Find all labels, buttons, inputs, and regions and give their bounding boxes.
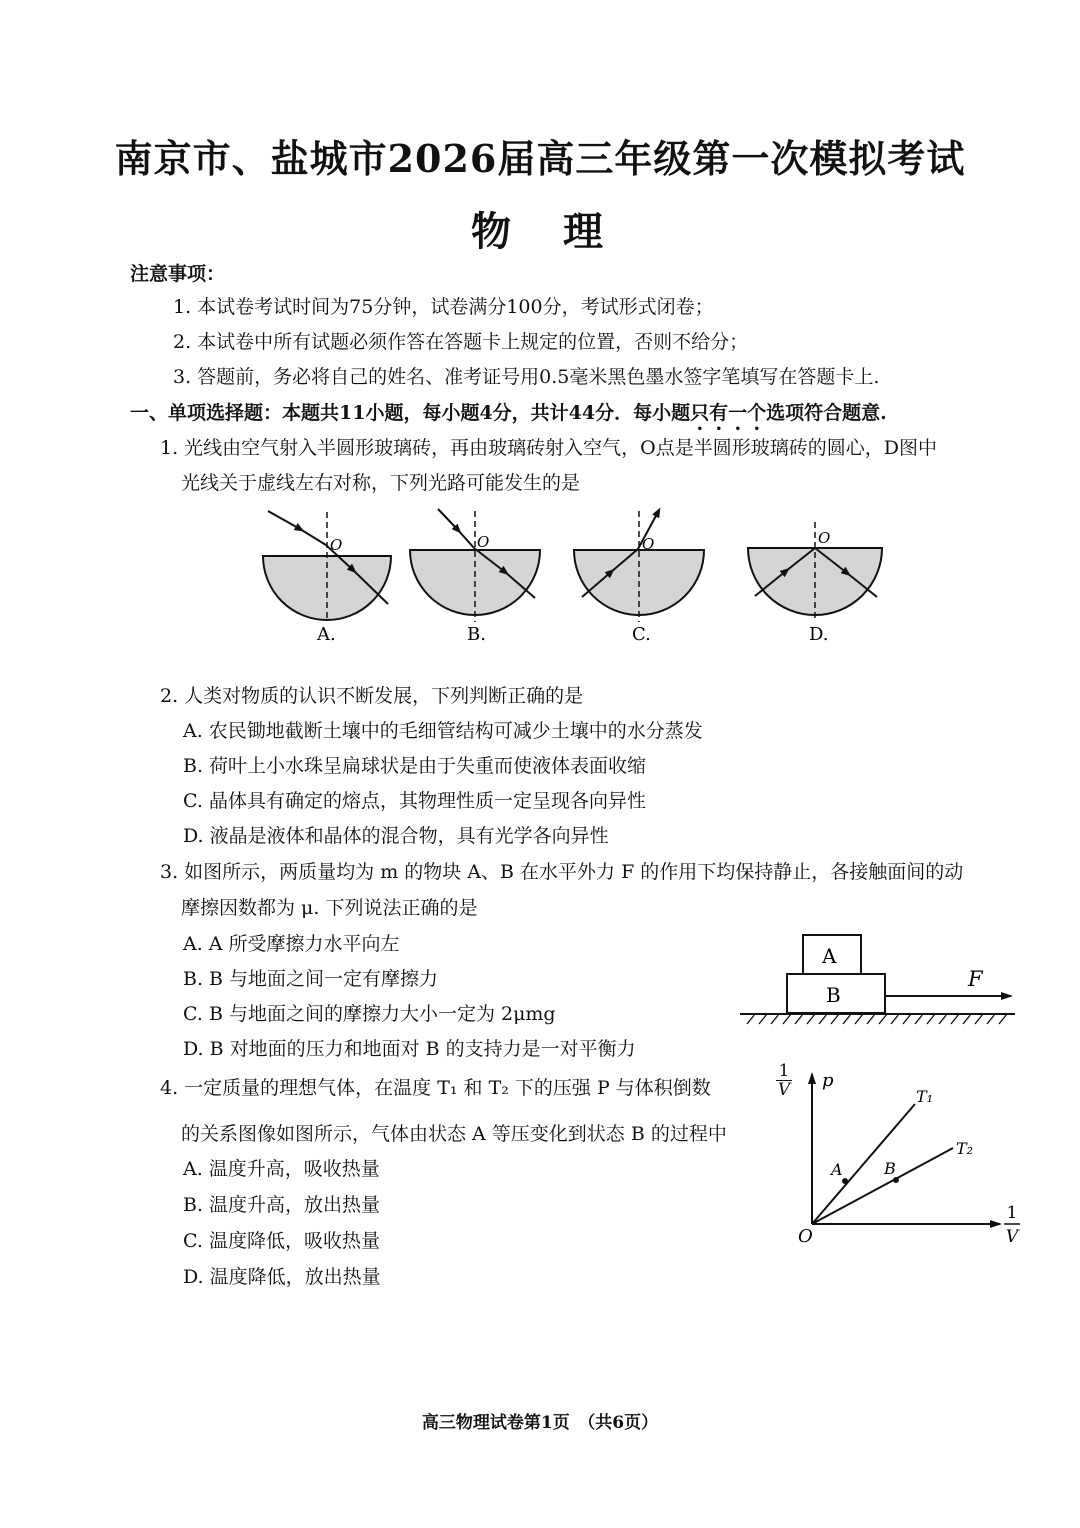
q4-option-c: C. 温度降低，吸收热量 xyxy=(183,1230,380,1252)
q3-block-b-label: B xyxy=(826,983,841,1007)
q1-c-label: C. xyxy=(632,624,651,645)
q4-graph xyxy=(790,1060,1040,1250)
q1-stem-line1: 1. 光线由空气射入半圆形玻璃砖，再由玻璃砖射入空气，O点是半圆形玻璃砖的圆心，D图中 xyxy=(160,437,937,459)
q1-c-center-label: O xyxy=(642,535,655,553)
q1-figure-b xyxy=(410,509,540,645)
section-heading-text: 一、单项选择题：本题共11小题，每小题4分，共计44分．每小题 xyxy=(130,402,691,424)
q1-figure-c xyxy=(574,511,704,645)
q1-b-center-label: O xyxy=(477,533,490,551)
q4-y-axis-label: p xyxy=(822,1070,834,1091)
notice-item-3: 3. 答题前，务必将自己的姓名、准考证号用0.5毫米黑色墨水签字笔填写在答题卡上. xyxy=(173,366,880,388)
q4-option-b: B. 温度升高，放出热量 xyxy=(183,1194,381,1216)
q4-x-axis-num: 1 xyxy=(1006,1203,1018,1223)
q2-option-b: B. 荷叶上小水珠呈扁球状是由于失重而使液体表面收缩 xyxy=(183,755,647,777)
q4-fraction-numerator: 1 xyxy=(778,1061,790,1081)
section-heading-emphasis: 只有一个 xyxy=(690,402,767,424)
q4-line-t1-label: T₁ xyxy=(916,1087,934,1106)
q1-a-center-label: O xyxy=(330,536,343,554)
q3-ground-hatch xyxy=(747,1014,1007,1024)
q4-stem-line2: 的关系图像如图所示，气体由状态 A 等压变化到状态 B 的过程中 xyxy=(181,1123,727,1145)
q4-point-b-label: B xyxy=(884,1159,896,1178)
q4-x-axis-den: V xyxy=(1005,1227,1019,1247)
section-heading xyxy=(130,401,887,435)
q3-option-a: A. A 所受摩擦力水平向左 xyxy=(183,933,400,955)
q4-line-t1 xyxy=(812,1104,915,1224)
q4-option-d: D. 温度降低，放出热量 xyxy=(183,1266,381,1288)
notice-heading: 注意事项： xyxy=(130,263,226,285)
page-footer: 高三物理试卷第1页 （共6页） xyxy=(421,1413,659,1433)
q1-figure-a xyxy=(263,511,391,645)
q3-figure xyxy=(735,930,1025,1035)
q3-stem-line1: 3. 如图所示，两质量均为 m 的物块 A、B 在水平外力 F 的作用下均保持静止，各接触面间的动 xyxy=(160,861,964,883)
q1-a-label: A. xyxy=(317,624,336,645)
q3-option-b: B. B 与地面之间一定有摩擦力 xyxy=(183,968,439,990)
q1-b-label: B. xyxy=(467,624,486,645)
q2-option-a: A. 农民锄地截断土壤中的毛细管结构可减少土壤中的水分蒸发 xyxy=(183,720,703,742)
q4-line-t2-label: T₂ xyxy=(956,1139,974,1158)
q1-figure-d xyxy=(748,522,882,645)
q3-stem-line2: 摩擦因数都为 μ. 下列说法正确的是 xyxy=(181,897,478,919)
q1-stem-line2: 光线关于虚线左右对称，下列光路可能发生的是 xyxy=(181,472,581,494)
q1-figures xyxy=(0,500,1080,660)
q2-option-d: D. 液晶是液体和晶体的混合物，具有光学各向异性 xyxy=(183,825,609,847)
q4-option-a: A. 温度升高，吸收热量 xyxy=(183,1158,380,1180)
q4-origin-label: O xyxy=(798,1226,813,1247)
section-heading-tail: 选项符合题意. xyxy=(766,402,887,424)
q4-stem-line1: 4. 一定质量的理想气体，在温度 T₁ 和 T₂ 下的压强 P 与体积倒数 xyxy=(160,1077,711,1099)
q2-option-c: C. 晶体具有确定的熔点，其物理性质一定呈现各向异性 xyxy=(183,790,646,812)
notice-item-2: 2. 本试卷中所有试题必须作答在答题卡上规定的位置，否则不给分； xyxy=(173,331,749,353)
q3-force-label: F xyxy=(968,967,983,991)
q3-option-c: C. B 与地面之间的摩擦力大小一定为 2μmg xyxy=(183,1003,556,1025)
exam-title: 南京市、盐城市2026届高三年级第一次模拟考试 xyxy=(114,136,966,181)
q4-fraction-denominator: V xyxy=(777,1080,791,1100)
q4-point-a-label: A xyxy=(831,1160,843,1179)
q4-point-a xyxy=(842,1178,848,1184)
q3-option-d: D. B 对地面的压力和地面对 B 的支持力是一对平衡力 xyxy=(183,1038,636,1060)
q3-block-a-label: A xyxy=(822,944,837,968)
q1-d-center-label: O xyxy=(818,529,831,547)
notice-item-1: 1. 本试卷考试时间为75分钟，试卷满分100分，考试形式闭卷； xyxy=(173,296,714,318)
q2-stem: 2. 人类对物质的认识不断发展，下列判断正确的是 xyxy=(160,685,584,707)
q1-d-label: D. xyxy=(809,624,829,645)
subject-title: 物 理 xyxy=(471,208,609,255)
